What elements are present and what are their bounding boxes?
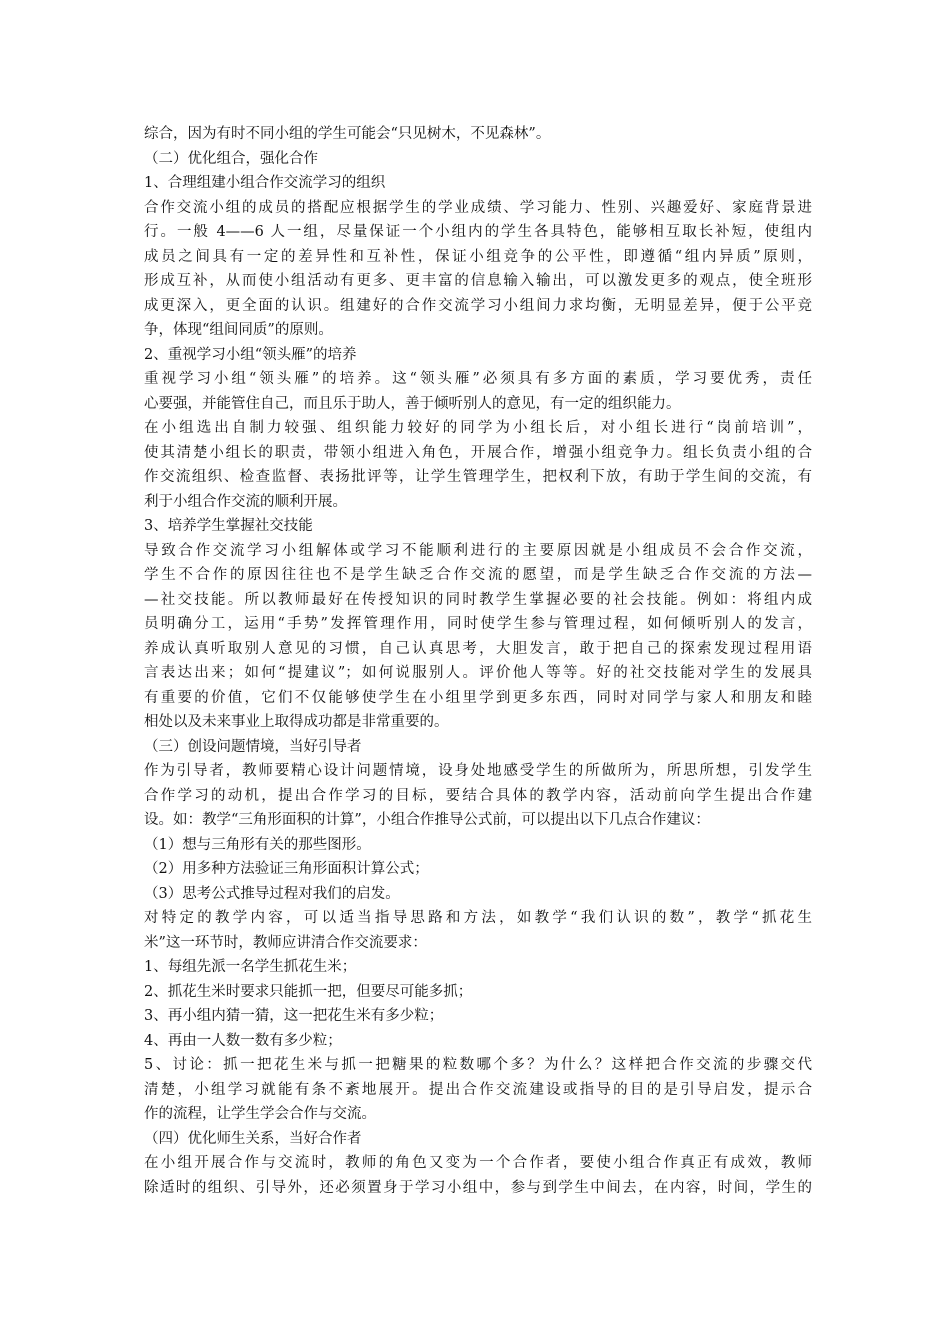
text-line: 成员之间具有一定的差异性和互补性，保证小组竞争的公平性，即遵循“组内异质”原则， — [144, 248, 812, 265]
text-line: 作交流组织、检查监督、表扬批评等，让学生管理学生，把权利下放，有助于学生间的交流，有 — [144, 469, 812, 485]
text-line: 设。如：教学“三角形面积的计算”，小组合作推导公式前，可以提出以下几点合作建议： — [144, 812, 710, 828]
document-body — [144, 122, 812, 1200]
list-item: （2）用多种方法验证三角形面积计算公式； — [144, 861, 429, 877]
text-line: 在小组选出自制力较强、组织能力较好的同学为小组长后，对小组长进行“岗前培训”， — [144, 420, 812, 436]
text-line: 心要强，并能管住自己，而且乐于助人，善于倾听别人的意见，有一定的组织能力。 — [144, 395, 681, 412]
text-line: 综合，因为有时不同小组的学生可能会“只见树木，不见森林”。 — [144, 126, 551, 142]
list-item: （3）思考公式推导过程对我们的启发。 — [144, 885, 400, 902]
section-heading: （三）创设问题情境，当好引导者 — [144, 738, 362, 755]
text-line: 学生不合作的原因往往也不是学生缺乏合作交流的愿望，而是学生缺乏合作交流的方法— — [144, 567, 812, 583]
list-item: 1、每组先派一名学生抓花生米； — [144, 959, 357, 975]
text-line: 利于小组合作交流的顺利开展。 — [144, 493, 347, 510]
text-line: 有重要的价值，它们不仅能够使学生在小组里学到更多东西，同时对同学与家人和朋友和睦 — [144, 689, 812, 706]
text-line: —社交技能。所以教师最好在传授知识的同时教学生掌握必要的社会技能。例如：将组内成 — [144, 591, 812, 608]
text-line: 作的流程，让学生学会合作与交流。 — [144, 1106, 376, 1122]
text-line: 养成认真听取别人意见的习惯，自己认真思考，大胆发言，敢于把自己的探索发现过程用语 — [144, 640, 812, 657]
text-line: 员明确分工，运用“手势”发挥管理作用，同时使学生参与管理过程，如何倾听别人的发言， — [144, 616, 812, 632]
text-line: 作为引导者，教师要精心设计问题情境，设身处地感受学生的所做所为，所思所想，引发学生 — [144, 763, 812, 779]
list-item: 2、抓花生米时要求只能抓一把，但要尽可能多抓； — [144, 983, 473, 1000]
section-heading: （四）优化师生关系，当好合作者 — [144, 1130, 362, 1147]
subsection-heading: 3、培养学生掌握社交技能 — [144, 518, 313, 534]
list-item: 5、讨论：抓一把花生米与抓一把糖果的粒数哪个多？为什么？这样把合作交流的步骤交代 — [144, 1057, 812, 1073]
text-line: 米”这一环节时，教师应讲清合作交流要求： — [144, 934, 427, 951]
text-line: 重视学习小组“领头雁”的培养。这“领头雁”必须具有多方面的素质，学习要优秀，责任 — [144, 371, 812, 387]
text-line: 在小组开展合作与交流时，教师的角色又变为一个合作者，要使小组合作真正有成效，教师 — [144, 1155, 812, 1171]
text-line: 相处以及未来事业上取得成功都是非常重要的。 — [144, 714, 449, 730]
text-line: 形成互补，从而使小组活动有更多、更丰富的信息输入输出，可以激发更多的观点，使全班形 — [144, 273, 812, 289]
text-line: 合作交流小组的成员的搭配应根据学生的学业成绩、学习能力、性别、兴趣爱好、家庭背景进 — [144, 199, 812, 216]
section-heading: （二）优化组合，强化合作 — [144, 150, 318, 167]
text-line: 争，体现“组间同质”的原则。 — [144, 322, 333, 338]
list-item: 4、再由一人数一数有多少粒； — [144, 1032, 342, 1049]
list-item: 3、再小组内猜一猜，这一把花生米有多少粒； — [144, 1008, 444, 1024]
text-line: 成更深入，更全面的认识。组建好的合作交流学习小组间力求均衡，无明显差异，便于公平竞 — [144, 297, 812, 314]
subsection-heading: 1、合理组建小组合作交流学习的组织 — [144, 175, 386, 191]
text-line: 对特定的教学内容，可以适当指导思路和方法，如教学“我们认识的数”，教学“抓花生 — [144, 910, 812, 926]
text-line: 导致合作交流学习小组解体或学习不能顺利进行的主要原因就是小组成员不会合作交流， — [144, 542, 812, 559]
text-line: 合作学习的动机，提出合作学习的目标，要结合具体的教学内容，活动前向学生提出合作建 — [144, 787, 812, 804]
text-line: 行。一般 4——6 人一组，尽量保证一个小组内的学生各具特色，能够相互取长补短，使组内 — [144, 224, 812, 240]
text-line: 言表达出来；如何“提建议”；如何说服别人。评价他人等等。好的社交技能对学生的发展具 — [144, 665, 812, 681]
text-line: 除适时的组织、引导外，还必须置身于学习小组中，参与到学生中间去，在内容，时间，学生的 — [144, 1179, 812, 1196]
list-item: （1）想与三角形有关的那些图形。 — [144, 836, 371, 853]
text-line: 清楚，小组学习就能有条不紊地展开。提出合作交流建设或指导的目的是引导启发，提示合 — [144, 1081, 812, 1098]
text-line: 使其清楚小组长的职责，带领小组进入角色，开展合作，增强小组竞争力。组长负责小组的合 — [144, 444, 812, 461]
subsection-heading: 2、重视学习小组“领头雁”的培养 — [144, 346, 357, 363]
